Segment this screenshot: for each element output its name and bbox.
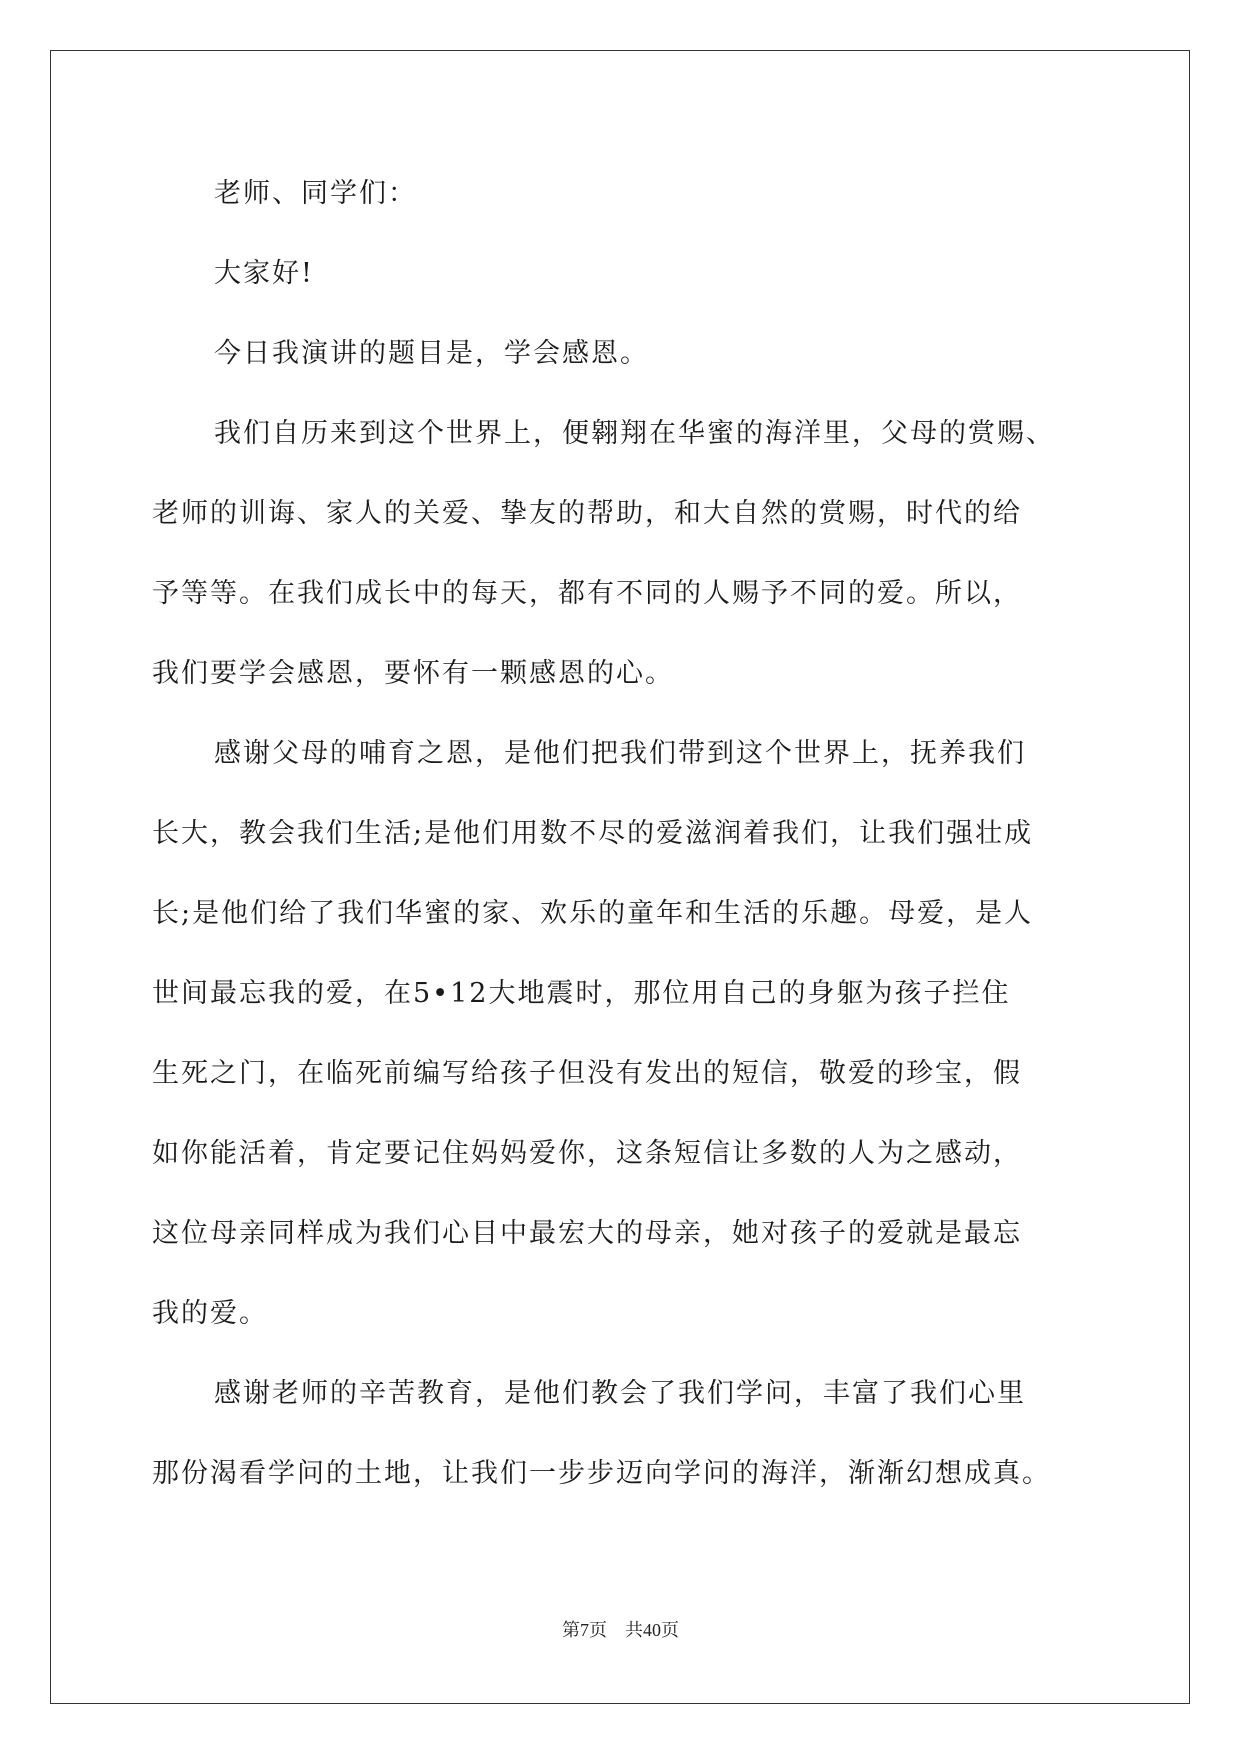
page-number-footer: 第7页 共40页 <box>562 1620 679 1640</box>
text-line: 我的爱。 <box>152 1298 268 1329</box>
text-line: 这位母亲同样成为我们心目中最宏大的母亲，她对孩子的爱就是最忘 <box>152 1218 1022 1249</box>
text-line: 我们要学会感恩，要怀有一颗感恩的心。 <box>152 658 674 689</box>
text-line: 老师的训诲、家人的关爱、挚友的帮助，和大自然的赏赐，时代的给 <box>152 498 1022 529</box>
text-line: 大家好! <box>214 258 314 289</box>
document-body <box>152 168 1082 1528</box>
text-line: 那份渴看学问的土地，让我们一步步迈向学问的海洋，渐渐幻想成真。 <box>152 1458 1051 1489</box>
text-line: 如你能活着，肯定要记住妈妈爱你，这条短信让多数的人为之感动， <box>152 1138 1022 1169</box>
text-line: 生死之门，在临死前编写给孩子但没有发出的短信，敬爱的珍宝，假 <box>152 1058 1022 1089</box>
text-line: 感谢父母的哺育之恩，是他们把我们带到这个世界上，抚养我们 <box>214 738 1026 769</box>
text-line: 世间最忘我的爱，在5•12大地震时，那位用自己的身躯为孩子拦住 <box>152 978 1011 1009</box>
text-line: 感谢老师的辛苦教育，是他们教会了我们学问，丰富了我们心里 <box>214 1378 1026 1409</box>
text-line: 老师、同学们： <box>214 178 417 209</box>
text-line: 我们自历来到这个世界上，便翱翔在华蜜的海洋里，父母的赏赐、 <box>214 418 1055 449</box>
text-line: 今日我演讲的题目是，学会感恩。 <box>214 338 649 369</box>
text-line: 长;是他们给了我们华蜜的家、欢乐的童年和生活的乐趣。母爱，是人 <box>152 898 1034 929</box>
text-line: 长大，教会我们生活;是他们用数不尽的爱滋润着我们，让我们强壮成 <box>152 818 1034 849</box>
text-line: 予等等。在我们成长中的每天，都有不同的人赐予不同的爱。所以， <box>152 578 1022 609</box>
